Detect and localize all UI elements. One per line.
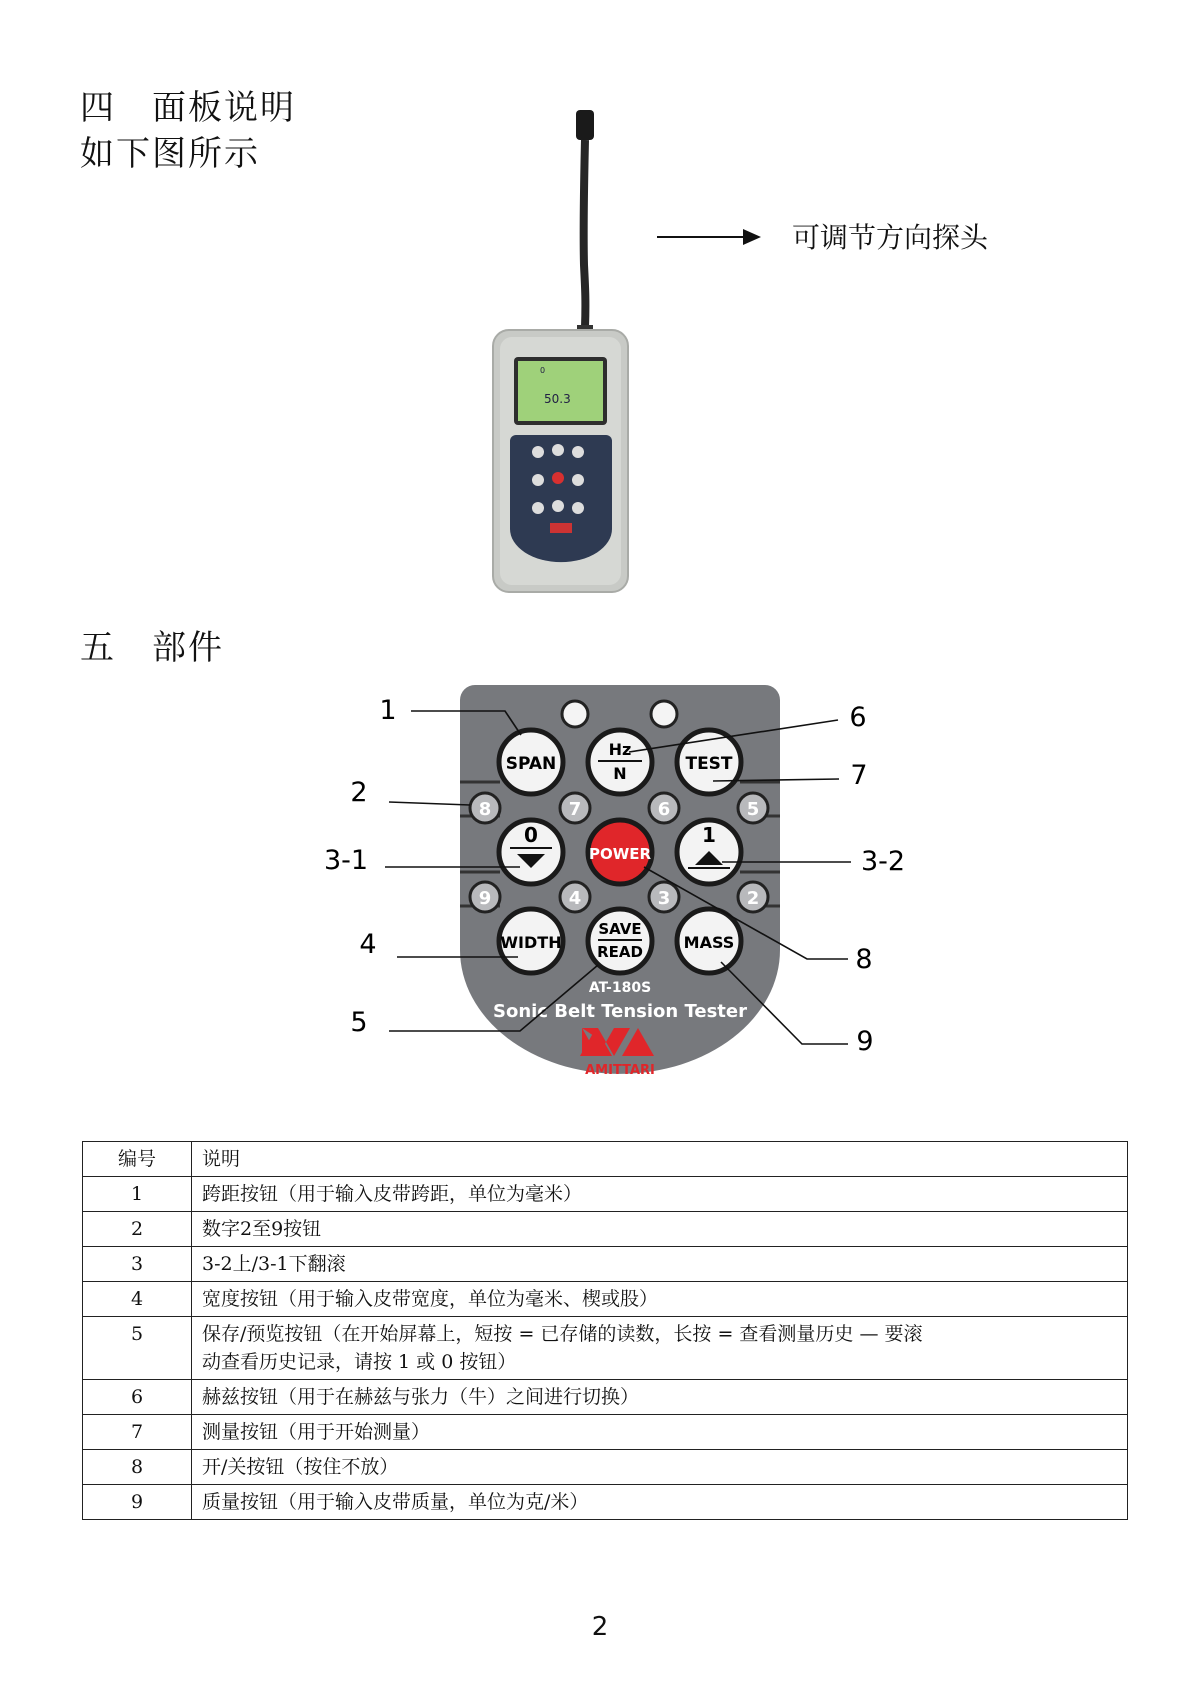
callout-4: 4: [359, 929, 377, 960]
row-description: 跨距按钮（用于输入皮带跨距，单位为毫米）: [192, 1177, 1128, 1212]
digit-2-button[interactable]: [738, 882, 768, 912]
svg-text:2: 2: [746, 888, 760, 909]
zero-down-button[interactable]: [499, 820, 563, 884]
parts-table: [82, 1141, 1128, 1520]
digit-6-button[interactable]: [649, 793, 679, 823]
svg-text:9: 9: [478, 888, 492, 909]
table-row: [83, 1415, 1128, 1450]
save-read-button[interactable]: [588, 909, 652, 973]
row-description: 开/关按钮（按住不放）: [192, 1450, 1128, 1485]
section-4-subtitle: 如下图所示: [80, 134, 260, 174]
section-4-title: 四 面板说明: [80, 88, 296, 128]
probe-label: 可调节方向探头: [792, 221, 989, 254]
one-up-button[interactable]: [677, 820, 741, 884]
svg-text:READ: READ: [597, 943, 643, 961]
row-number: 2: [83, 1212, 192, 1247]
hz-n-button[interactable]: [588, 730, 652, 794]
keypad-diagram: [0, 660, 1200, 1140]
row-description: 保存/预览按钮（在开始屏幕上，短按 = 已存储的读数，长按 = 查看测量历史 — 要滚动查看历史记录，请按 1 或 0 按钮）: [192, 1317, 1128, 1380]
callout-3-1: 3-1: [323, 845, 369, 876]
gooseneck-probe: [584, 140, 586, 327]
table-row: [83, 1177, 1128, 1212]
table-row: [83, 1485, 1128, 1520]
page-number: 2: [591, 1612, 609, 1642]
row-description: 测量按钮（用于开始测量）: [192, 1415, 1128, 1450]
svg-text:POWER: POWER: [588, 845, 652, 863]
svg-text:0: 0: [524, 823, 538, 847]
probe-arrow-icon: [655, 225, 765, 249]
svg-text:WIDTH: WIDTH: [500, 933, 562, 952]
width-button[interactable]: [499, 909, 563, 973]
probe-tip-icon: [576, 110, 594, 140]
header-number: 编号: [83, 1142, 192, 1177]
device-image: [480, 105, 640, 595]
header-description: 说明: [192, 1142, 1128, 1177]
svg-text:7: 7: [568, 799, 582, 820]
row-description: 质量按钮（用于输入皮带质量，单位为克/米）: [192, 1485, 1128, 1520]
screen-line-1: 0: [540, 366, 546, 375]
digit-5-button[interactable]: [738, 793, 768, 823]
mass-button[interactable]: [677, 909, 741, 973]
digit-3-button[interactable]: [649, 882, 679, 912]
row-number: 8: [83, 1450, 192, 1485]
span-button[interactable]: [499, 730, 563, 794]
led-indicator-right: [651, 701, 677, 727]
row-number: 1: [83, 1177, 192, 1212]
callout-7: 7: [850, 760, 868, 791]
table-row: [83, 1282, 1128, 1317]
svg-text:SAVE: SAVE: [598, 920, 642, 938]
svg-text:Hz: Hz: [608, 740, 632, 759]
table-row: [83, 1317, 1128, 1380]
callout-5: 5: [350, 1007, 368, 1038]
row-description: 3-2上/3-1下翻滚: [192, 1247, 1128, 1282]
section-5-title: 五 部件: [80, 628, 224, 668]
table-header-row: [83, 1142, 1128, 1177]
row-description: 赫兹按钮（用于在赫兹与张力（牛）之间进行切换）: [192, 1380, 1128, 1415]
row-number: 7: [83, 1415, 192, 1450]
row-number: 9: [83, 1485, 192, 1520]
brand-name: AMITTARI: [585, 1063, 655, 1078]
table-row: [83, 1247, 1128, 1282]
row-number: 4: [83, 1282, 192, 1317]
svg-text:6: 6: [657, 799, 671, 820]
svg-text:TEST: TEST: [685, 754, 733, 774]
callout-6: 6: [849, 702, 867, 733]
digit-8-button[interactable]: [470, 793, 500, 823]
callout-9: 9: [856, 1026, 874, 1057]
svg-text:5: 5: [746, 799, 760, 820]
svg-text:N: N: [613, 764, 627, 783]
callout-3-2: 3-2: [860, 846, 906, 877]
power-button[interactable]: [588, 820, 652, 884]
svg-text:1: 1: [702, 823, 716, 847]
svg-text:MASS: MASS: [683, 933, 735, 952]
digit-7-button[interactable]: [560, 793, 590, 823]
screen-reading: 50.3: [544, 392, 571, 406]
model-label: AT-180S: [588, 980, 652, 996]
svg-text:4: 4: [568, 888, 582, 909]
row-description: 宽度按钮（用于输入皮带宽度，单位为毫米、楔或股）: [192, 1282, 1128, 1317]
svg-text:3: 3: [657, 888, 671, 909]
table-row: [83, 1380, 1128, 1415]
row-number: 3: [83, 1247, 192, 1282]
digit-4-button[interactable]: [560, 882, 590, 912]
product-name: Sonic Belt Tension Tester: [493, 1001, 747, 1022]
callout-2: 2: [350, 777, 368, 808]
device-screen: [518, 361, 603, 421]
digit-9-button[interactable]: [470, 882, 500, 912]
led-indicator-left: [562, 701, 588, 727]
table-row: [83, 1212, 1128, 1247]
row-description: 数字2至9按钮: [192, 1212, 1128, 1247]
svg-text:8: 8: [478, 799, 492, 820]
callout-1: 1: [379, 695, 397, 726]
table-row: [83, 1450, 1128, 1485]
row-number: 6: [83, 1380, 192, 1415]
row-number: 5: [83, 1317, 192, 1380]
svg-text:SPAN: SPAN: [505, 754, 557, 774]
callout-8: 8: [855, 944, 873, 975]
